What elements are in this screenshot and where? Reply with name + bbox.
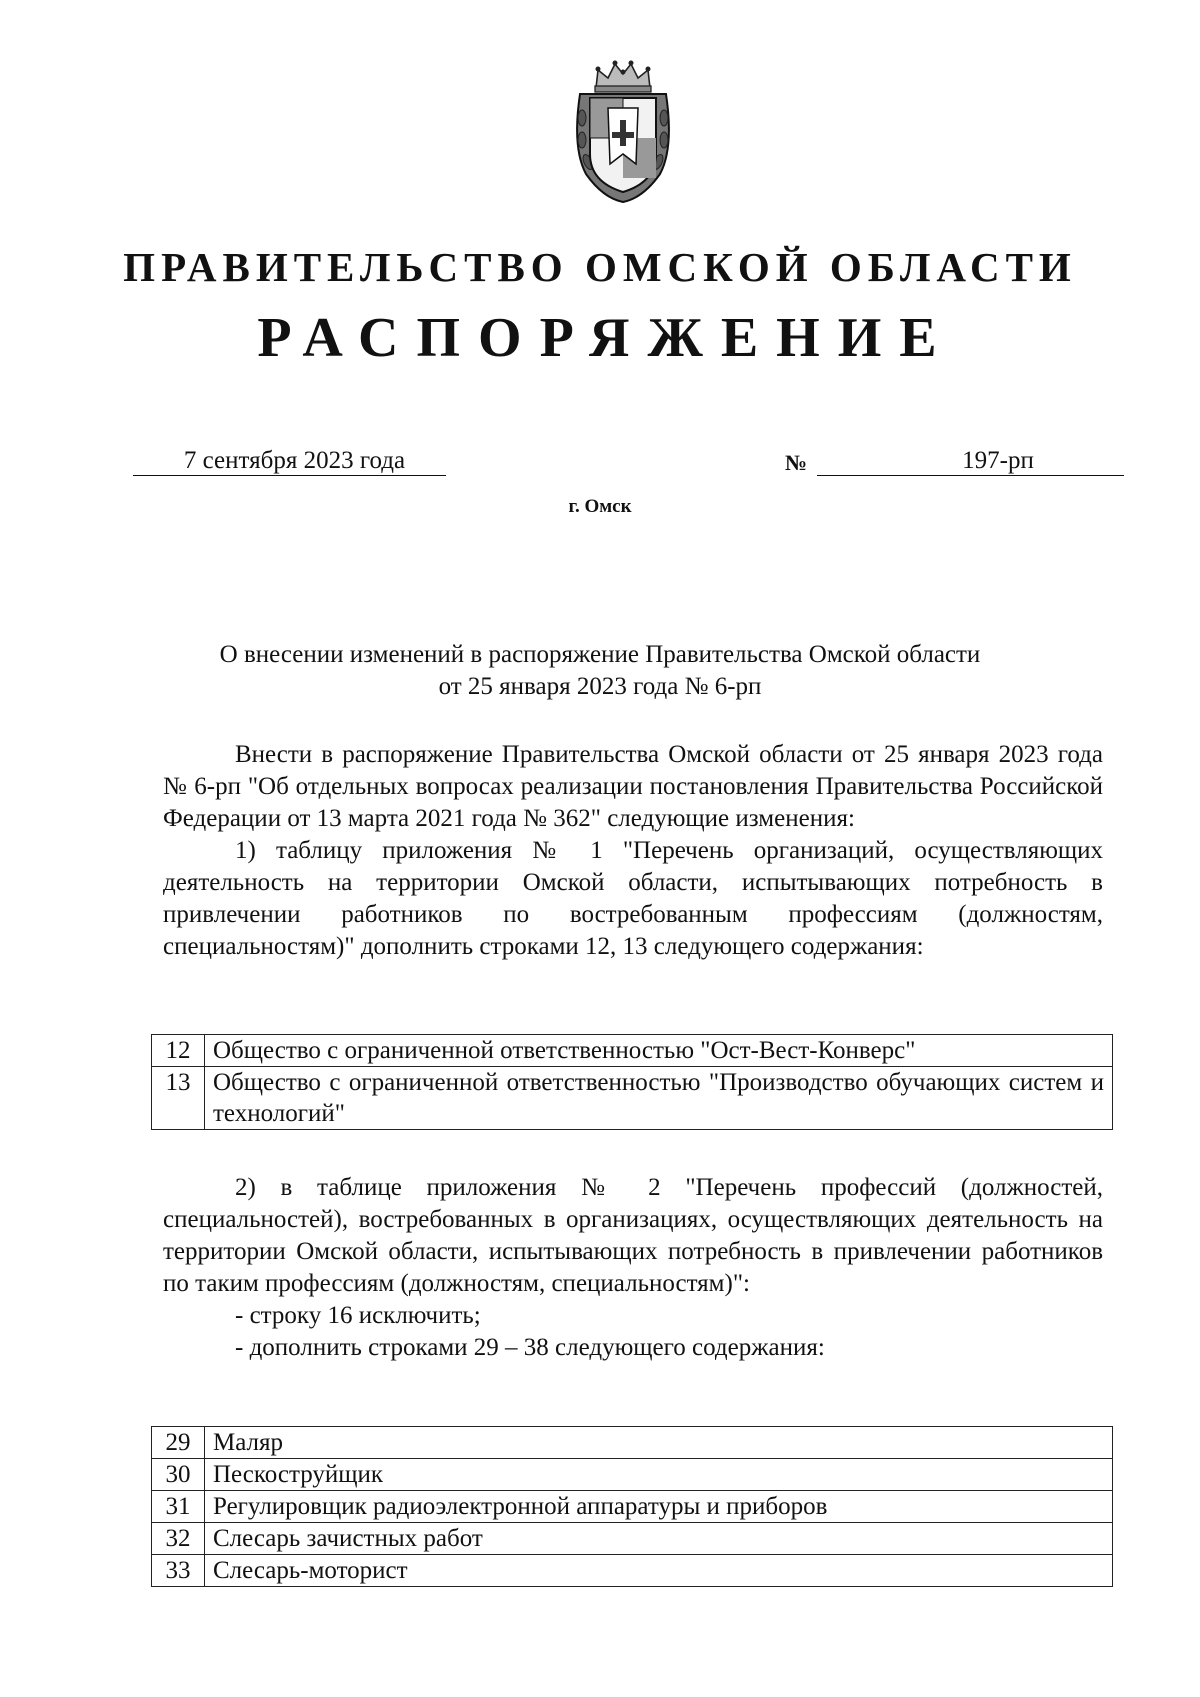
row-number: 30	[152, 1459, 205, 1491]
subject-line: от 25 января 2023 года № 6-рп	[438, 673, 762, 700]
row-number: 13	[152, 1067, 205, 1130]
row-text: Слесарь зачистных работ	[205, 1523, 1113, 1555]
row-text: Пескоструйщик	[205, 1459, 1113, 1491]
document-type-title: РАСПОРЯЖЕНИЕ	[257, 307, 955, 369]
row-text: Слесарь-моторист	[205, 1555, 1113, 1587]
document-subject	[0, 639, 1200, 703]
number-label: №	[785, 450, 808, 475]
government-title: ПРАВИТЕЛЬСТВО ОМСКОЙ ОБЛАСТИ	[123, 244, 1077, 290]
item-1-paragraph: 1) таблицу приложения № 1 "Перечень организаций, осуществляющих деятельность на территории Омской области, испытывающих потребность в привлечении работников по востребованным профессиям (должностям, специальностям)" дополнить строками 12, 13 следующего содержания:	[163, 837, 1103, 960]
table-row	[152, 1035, 1113, 1067]
table-row	[152, 1067, 1113, 1130]
table-organizations	[151, 1034, 1113, 1130]
table-row	[152, 1459, 1113, 1491]
intro-paragraph: Внести в распоряжение Правительства Омской области от 25 января 2023 года № 6-рп "Об отдельных вопросах реализации постановления Правительства Российской Федерации от 13 марта 2021 года № 362" следующие изменения:	[163, 741, 1103, 832]
row-number: 33	[152, 1555, 205, 1587]
subject-line: О внесении изменений в распоряжение Правительства Омской области	[219, 641, 981, 668]
row-text: Общество с ограниченной ответственностью "Производство обучающих систем и технологий"	[205, 1067, 1113, 1130]
table-row	[152, 1523, 1113, 1555]
table-row	[152, 1555, 1113, 1587]
item-2-block	[163, 1172, 1103, 1364]
row-text: Общество с ограниченной ответственностью "Ост-Вест-Конверс"	[205, 1035, 1113, 1067]
table-row	[152, 1427, 1113, 1459]
table-row	[152, 1491, 1113, 1523]
item-2-subitem: - строку 16 исключить;	[235, 1302, 481, 1329]
intro-block	[163, 739, 1103, 963]
item-2-subitem: - дополнить строками 29 – 38 следующего содержания:	[235, 1334, 825, 1361]
row-text: Маляр	[205, 1427, 1113, 1459]
document-date: 7 сентября 2023 года	[133, 446, 446, 476]
document-city: г. Омск	[568, 496, 632, 517]
row-number: 12	[152, 1035, 205, 1067]
coat-of-arms-emblem	[568, 58, 678, 204]
row-number: 32	[152, 1523, 205, 1555]
item-2-paragraph: 2) в таблице приложения № 2 "Перечень профессий (должностей, специальностей), востребованных в организациях, осуществляющих деятельность на территории Омской области, испытывающих потребность в привлечении работников по таким профессиям (должностям, специальностям)":	[163, 1174, 1103, 1297]
table-professions	[151, 1426, 1113, 1587]
row-number: 31	[152, 1491, 205, 1523]
row-number: 29	[152, 1427, 205, 1459]
row-text: Регулировщик радиоэлектронной аппаратуры и приборов	[205, 1491, 1113, 1523]
document-number: 197-рп	[817, 446, 1124, 476]
